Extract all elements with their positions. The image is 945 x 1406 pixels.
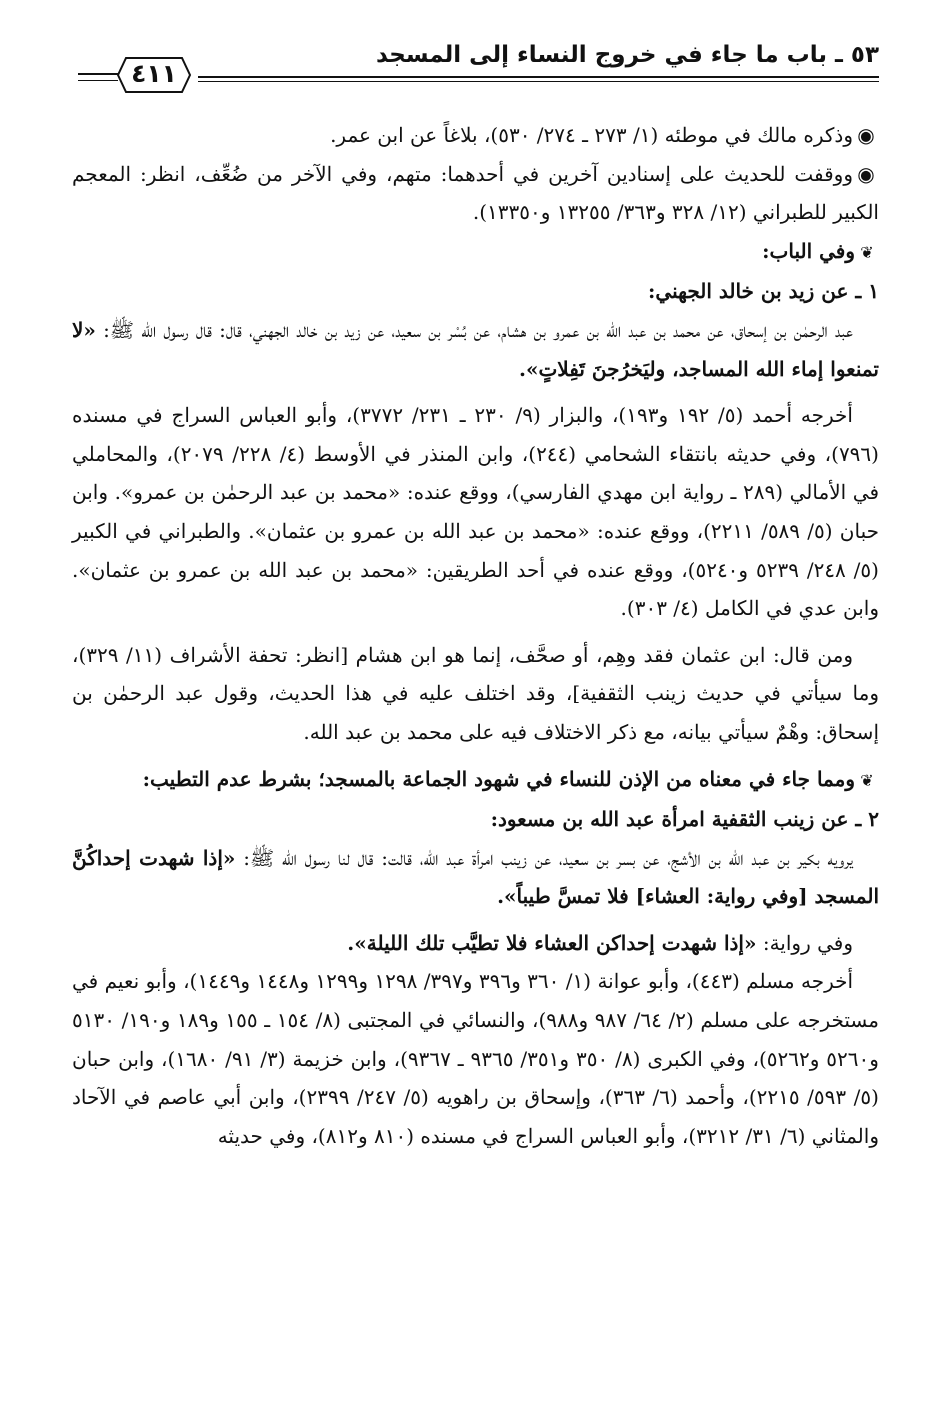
section-heading-2 (72, 760, 879, 801)
left-rule-bottom (78, 80, 118, 81)
leaf-mark-icon: ❦ (860, 770, 874, 790)
paragraph-2: أخرجه أحمد (٥/ ١٩٢ و١٩٣)، والبزار (٩/ ٢٣٠ ـ ٢٣١/ ٣٧٧٢)، وأبو العباس السراج في مسنده (٧٩٦)، وفي حديثه بانتقاء الشحامي (٢٤٤)، وابن المنذر في الأوسط (٤/ ٢٢٨/ ٢٠٧٩)، والمحاملي في الأمالي (٢٨٩ ـ رواية ابن مهدي الفارسي)، ووقع عنده: «محمد بن عبد الرحمٰن بن عمرو». وابن حبان (٥/ ٥٨٩/ ٢٢١١)، ووقع عنده: «محمد بن عبد الله بن عمرو بن عثمان». والطبراني في الكبير (٥/ ٢٤٨/ ٥٢٣٩ و٥٢٤٠)، ووقع عنده في أحد الطريقين: «محمد بن عبد الله بن عمرو بن عثمان». وابن عدي في الكامل (٤/ ٣٠٣). (72, 403, 880, 621)
page-number: ٤١١ (131, 59, 177, 88)
leaf-mark-icon: ❦ (860, 242, 874, 262)
spacer (72, 388, 879, 396)
ring-bullet-icon: ◉ (857, 161, 875, 186)
bullet-paragraph-1 (72, 116, 879, 155)
section-bab-text: وفي الباب: (762, 238, 855, 263)
paragraph-3: ومن قال: ابن عثمان فقد وهِم، أو صحَّف، إنما هو ابن هشام [انظر: تحفة الأشراف (١١/ ٣٢٩)، وما سيأتي في حديث زينب الثقفية]، وقد اختلف عليه في هذا الحديث، وقول عبد الرحمٰن بن إسحاق: وهْمٌ سيأتي بيانه، مع ذكر الاختلاف فيه على محمد بن عبد الله. (72, 642, 879, 744)
spacer (72, 628, 879, 636)
bullet-text-1: وذكره مالك في موطئه (١/ ٢٧٣ ـ ٢٧٤/ ٥٣٠)، بلاغاً عن ابن عمر. (330, 123, 853, 147)
paragraph-6: أخرجه مسلم (٤٤٣)، وأبو عوانة (١/ ٣٦٠ و٣٩٦ و٣٩٧/ ١٢٩٨ و١٢٩٩ و١٤٤٨ و١٤٤٩)، وأبو نعيم في مستخرجه على مسلم (٢/ ٦٤/ ٩٨٧ و٩٨٨)، والنسائي في المجتبى (٨/ ١٥٤ ـ ١٥٥ و١٨٩ و١٩٠/ ٥١٣٠ و٥٢٦٠ و٥٢٦٢)، وفي الكبرى (٨/ ٣٥٠ و٣٥١/ ٩٣٦٥ ـ ٩٣٦٧)، وابن خزيمة (٣/ ٩١/ ١٦٨٠)، وابن حبان (٥/ ٥٩٣/ ٢٢١٥)، وأحمد (٦/ ٣٦٣)، وإسحاق بن راهويه (٥/ ٢٤٧/ ٢٣٩٩)، وابن أبي عاصم في الآحاد والمثاني (٦/ ٣١/ ٣٢١٢)، وأبو العباس السراج في مسنده (٨١٠ و٨١٢)، وفي حديثه (72, 969, 879, 1148)
paragraph-1-text: عبد الرحمٰن بن إسحاق، عن محمد بن عبد الله بن عمرو بن هشام، عن بُسْر بن سعيد، عن زيد بن خالد الجهني، قال: قال رسول الله ﷺ: (95, 317, 853, 342)
spacer (72, 916, 879, 924)
header-rule-thin (198, 81, 879, 82)
ring-bullet-icon: ◉ (857, 123, 875, 147)
running-header (78, 40, 879, 98)
paragraph-1 (72, 311, 879, 388)
hadith-quote-3: «إذا شهدت إحداكن العشاء فلا تطيَّب تلك الليلة». (347, 930, 757, 955)
hadith-heading-2: ٢ ـ عن زينب الثقفية امرأة عبد الله بن مسعود: (490, 807, 879, 832)
hadith-heading-1: ١ ـ عن زيد بن خالد الجهني: (648, 279, 879, 304)
left-rule-top (78, 73, 118, 75)
paragraph-4 (72, 839, 879, 916)
bullet-text-2: ووقفت للحديث على إسنادين آخرين في أحدهما: متهم، وفي الآخر من ضُعِّف، انظر: المعجم الكبير للطبراني (١٢/ ٣٢٨ و٣٦٣/ ١٣٢٥٥ و١٣٣٥٠). (72, 161, 879, 225)
spacer (72, 752, 879, 760)
hadith-quote-1: «لا تمنعوا إماء الله المساجد، وليَخرُجنَ تَفِلاتٍ». (72, 317, 879, 381)
paragraph-5 (72, 924, 879, 963)
hadith-quote-2: «إذا شهدت إحداكُنَّ المسجد [وفي رواية: العشاء] فلا تمسَّ طيباً». (72, 845, 879, 909)
paragraph-4-text: يرويه بكير بن عبد الله بن الأشج، عن بسر بن سعيد، عن زينب امرأة عبد الله، قالت: قال لنا رسول الله ﷺ: (235, 845, 853, 870)
section-2-text: ومما جاء في معناه من الإذن للنساء في شهود الجماعة بالمسجد؛ بشرط عدم التطيب: (142, 766, 855, 791)
chapter-title: ٥٣ ـ باب ما جاء في خروج النساء إلى المسجد (375, 42, 879, 68)
section-heading-bab (72, 232, 879, 273)
paragraph-5-text: وفي رواية: (756, 930, 853, 955)
page-body (72, 116, 879, 1155)
header-rule (198, 76, 879, 78)
bullet-paragraph-2 (72, 155, 879, 232)
